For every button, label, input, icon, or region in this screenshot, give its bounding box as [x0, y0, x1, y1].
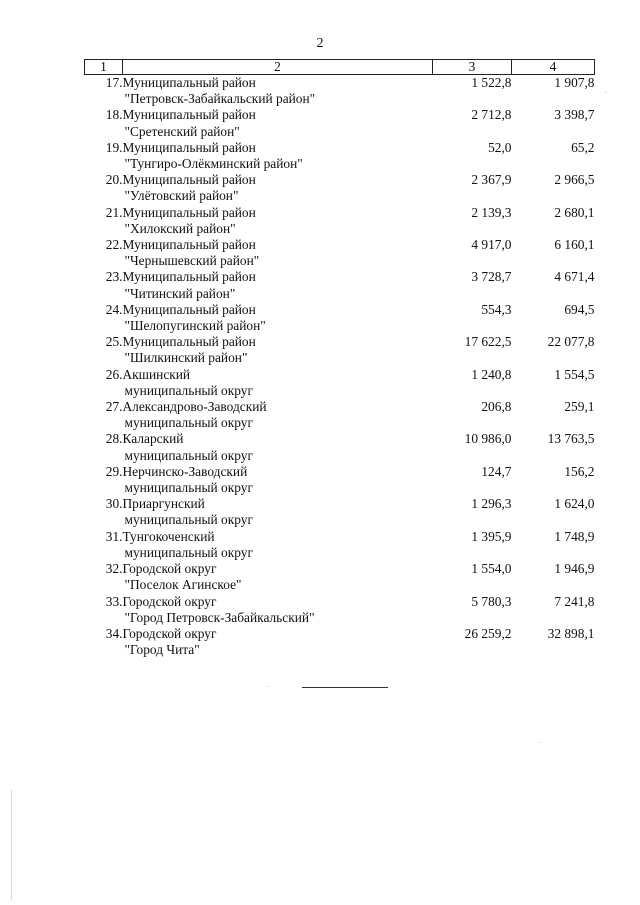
municipality-title: "Сретенский район"	[124, 123, 240, 139]
header-col-3: 3	[433, 60, 512, 75]
value-col-4: 2 680,1	[554, 204, 595, 220]
table-row	[85, 594, 595, 626]
municipality-type: Городской округ	[122, 593, 217, 609]
table-row	[85, 626, 595, 658]
page-number: 2	[316, 36, 324, 51]
row-number: 17.	[105, 75, 123, 90]
row-number: 34.	[105, 625, 123, 641]
municipality-name	[123, 269, 433, 301]
table-row	[85, 431, 595, 463]
municipality-name	[123, 237, 433, 269]
header-col-4: 4	[512, 60, 595, 75]
table-row	[85, 496, 595, 528]
value-col-4: 694,5	[564, 301, 595, 317]
municipality-type: Каларский	[122, 431, 184, 447]
value-col-3: 5 780,3	[471, 593, 512, 609]
municipality-name	[123, 107, 433, 139]
municipality-name	[123, 399, 433, 431]
value-col-4: 4 671,4	[554, 269, 595, 285]
municipality-title: "Хилокский район"	[124, 220, 236, 236]
municipality-type: Александрово-Заводский	[122, 399, 267, 415]
value-col-4: 7 241,8	[554, 593, 595, 609]
municipality-title: "Петровск-Забайкальский район"	[124, 91, 316, 107]
row-number: 18.	[105, 107, 123, 123]
table-row	[85, 107, 595, 139]
municipality-name	[123, 334, 433, 366]
row-number: 28.	[105, 431, 123, 447]
municipality-title: "Шелопугинский район"	[124, 318, 266, 334]
budget-table	[84, 59, 595, 658]
municipality-name	[123, 367, 433, 399]
value-col-3: 2 712,8	[471, 107, 512, 123]
municipality-name	[123, 431, 433, 463]
municipality-type: Муниципальный район	[122, 172, 256, 188]
scan-edge-mark	[11, 790, 12, 900]
row-number: 22.	[105, 237, 123, 253]
value-col-4: 6 160,1	[554, 237, 595, 253]
table-row	[85, 172, 595, 204]
municipality-type: Городской округ	[122, 625, 217, 641]
municipality-type: Городской округ	[122, 561, 217, 577]
municipality-name	[123, 302, 433, 334]
value-col-3: 10 986,0	[464, 431, 512, 447]
municipality-title: "Читинский район"	[124, 285, 236, 301]
table-row	[85, 269, 595, 301]
table-row	[85, 399, 595, 431]
value-col-4: 1 554,5	[554, 366, 595, 382]
scan-speck	[268, 686, 269, 687]
municipality-title: "Город Петровск-Забайкальский"	[124, 609, 315, 625]
municipality-type: Муниципальный район	[122, 107, 256, 123]
municipality-title: "Город Чита"	[124, 642, 200, 658]
row-number: 20.	[105, 172, 123, 188]
municipality-type: Тунгокоченский	[122, 528, 215, 544]
municipality-title: муниципальный округ	[124, 480, 253, 496]
row-number: 23.	[105, 269, 123, 285]
row-number: 29.	[105, 463, 123, 479]
municipality-name	[123, 140, 433, 172]
municipality-name	[123, 464, 433, 496]
table-row	[85, 464, 595, 496]
value-col-3: 124,7	[481, 463, 512, 479]
value-col-3: 1 296,3	[471, 496, 512, 512]
municipality-title: "Поселок Агинское"	[124, 577, 242, 593]
row-number: 27.	[105, 399, 123, 415]
value-col-3: 4 917,0	[471, 237, 512, 253]
value-col-3: 2 139,3	[471, 204, 512, 220]
value-col-3: 1 554,0	[471, 561, 512, 577]
municipality-title: муниципальный округ	[124, 447, 253, 463]
header-col-1: 1	[85, 60, 123, 75]
value-col-4: 1 907,8	[554, 75, 595, 90]
municipality-type: Муниципальный район	[122, 334, 256, 350]
municipality-title: "Улётовский район"	[124, 188, 239, 204]
municipality-name	[123, 594, 433, 626]
table-row	[85, 334, 595, 366]
municipality-type: Акшинский	[122, 366, 191, 382]
municipality-title: муниципальный округ	[124, 512, 253, 528]
municipality-title: муниципальный округ	[124, 544, 253, 560]
table-row	[85, 561, 595, 593]
municipality-title: "Шилкинский район"	[124, 350, 248, 366]
municipality-type: Муниципальный район	[122, 301, 256, 317]
value-col-4: 1 946,9	[554, 561, 595, 577]
value-col-3: 17 622,5	[464, 334, 512, 350]
table-row	[85, 529, 595, 561]
row-number: 24.	[105, 301, 123, 317]
table-header	[85, 60, 595, 75]
table-row	[85, 140, 595, 172]
scan-speck	[605, 92, 606, 93]
value-col-4: 1 748,9	[554, 528, 595, 544]
municipality-title: муниципальный округ	[124, 382, 253, 398]
table-row	[85, 237, 595, 269]
row-number: 25.	[105, 334, 123, 350]
scan-speck	[540, 742, 541, 743]
municipality-type: Муниципальный район	[122, 237, 256, 253]
municipality-type: Приаргунский	[122, 496, 205, 512]
header-col-2: 2	[123, 60, 433, 75]
value-col-4: 22 077,8	[547, 334, 595, 350]
municipality-name	[123, 496, 433, 528]
value-col-3: 1 240,8	[471, 366, 512, 382]
municipality-title: муниципальный округ	[124, 415, 253, 431]
value-col-4: 32 898,1	[547, 625, 595, 641]
municipality-type: Муниципальный район	[122, 139, 256, 155]
value-col-4: 1 624,0	[554, 496, 595, 512]
value-col-4: 259,1	[564, 399, 595, 415]
table-row	[85, 75, 595, 108]
value-col-3: 52,0	[488, 139, 512, 155]
municipality-title: "Чернышевский район"	[124, 253, 260, 269]
row-number: 19.	[105, 139, 123, 155]
separator-line	[302, 687, 388, 688]
row-number: 33.	[105, 593, 123, 609]
municipality-title: "Тунгиро-Олёкминский район"	[124, 156, 303, 172]
municipality-name	[123, 561, 433, 593]
table-body	[85, 75, 595, 659]
row-number: 31.	[105, 528, 123, 544]
municipality-name	[123, 172, 433, 204]
value-col-4: 2 966,5	[554, 172, 595, 188]
row-number: 30.	[105, 496, 123, 512]
value-col-3: 554,3	[481, 301, 512, 317]
municipality-name	[123, 529, 433, 561]
row-number: 32.	[105, 561, 123, 577]
municipality-name	[123, 626, 433, 658]
value-col-3: 2 367,9	[471, 172, 512, 188]
row-number: 21.	[105, 204, 123, 220]
header-row	[85, 60, 595, 75]
municipality-type: Муниципальный район	[122, 204, 256, 220]
value-col-4: 156,2	[564, 463, 595, 479]
value-col-3: 26 259,2	[464, 625, 512, 641]
municipality-type: Муниципальный район	[122, 75, 256, 90]
table-row	[85, 302, 595, 334]
value-col-4: 3 398,7	[554, 107, 595, 123]
value-col-4: 13 763,5	[547, 431, 595, 447]
row-number: 26.	[105, 366, 123, 382]
value-col-3: 3 728,7	[471, 269, 512, 285]
municipality-type: Муниципальный район	[122, 269, 256, 285]
value-col-3: 1 522,8	[471, 75, 512, 90]
value-col-3: 1 395,9	[471, 528, 512, 544]
municipality-type: Нерчинско-Заводский	[122, 463, 248, 479]
table-row	[85, 367, 595, 399]
value-col-4: 65,2	[571, 139, 595, 155]
table-row	[85, 205, 595, 237]
value-col-3: 206,8	[481, 399, 512, 415]
municipality-name	[123, 75, 433, 108]
municipality-name	[123, 205, 433, 237]
